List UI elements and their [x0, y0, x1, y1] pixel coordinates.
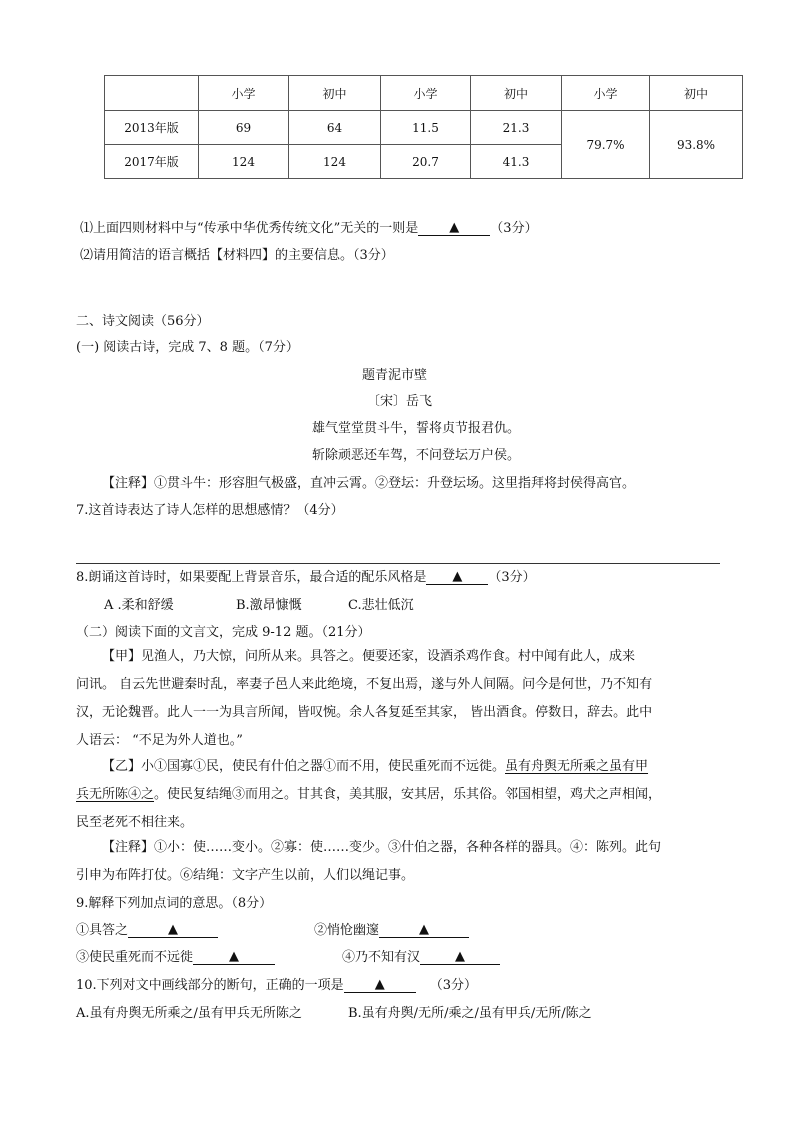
table-header-cell: 小学 — [562, 76, 650, 111]
q9-item: ④乃不知有汉 ▲ — [342, 946, 500, 965]
question-9: 9.解释下列加点词的意思。（8分） — [76, 896, 273, 911]
question-8: 8.朗诵这首诗时，如果要配上背景音乐，最合适的配乐风格是 ▲ （3分） — [76, 569, 536, 585]
answer-blank[interactable] — [426, 569, 488, 585]
passage-line: 【乙】小①国寡①民，使民有什伯之器①而不用，使民重死而不远徙。虽有舟舆无所乘之虽有甲 — [102, 759, 649, 774]
poem-title: 题青泥市壁 — [362, 368, 428, 383]
triangle-icon: ▲ — [168, 922, 179, 937]
underlined-text: 虽有舟舆无所乘之虽有甲 — [505, 759, 649, 774]
triangle-icon: ▲ — [455, 949, 466, 964]
answer-blank[interactable] — [344, 977, 416, 993]
passage-line: 人语云： “不足为外人道也。” — [76, 733, 243, 748]
passage-line: 民至老死不相往来。 — [76, 815, 194, 830]
q9-item: ①具答之 ▲ — [76, 919, 218, 938]
table-header-cell: 初中 — [289, 76, 381, 111]
answer-line[interactable] — [76, 563, 720, 564]
passage-line: 汉，无论魏晋。此人一一为具言所闻，皆叹惋。余人各复延至其家， 皆出酒食。停数日，辞去。此中 — [76, 705, 653, 720]
question-10: 10.下列对文中画线部分的断句，正确的一项是 ▲ （3分） — [76, 977, 477, 993]
option-c: C.悲壮低沉 — [348, 598, 414, 613]
answer-blank[interactable] — [420, 949, 500, 965]
note-line: 引申为布阵打仗。⑥结绳：文字产生以前，人们以绳记事。 — [76, 868, 415, 883]
table-cell: 11.5 — [381, 111, 471, 145]
poem-line: 雄气堂堂贯斗牛，誓将贞节报君仇。 — [312, 421, 521, 436]
q9-item: ②悄怆幽邃 ▲ — [314, 919, 469, 938]
passage-yi — [76, 753, 712, 837]
part-heading: （二）阅读下面的文言文，完成 9-12 题。（21分） — [76, 625, 371, 640]
table-cell: 124 — [199, 145, 289, 179]
triangle-icon: ▲ — [449, 220, 460, 235]
question-1: ⑴上面四则材料中与“传承中华优秀传统文化”无关的一则是 ▲ （3分） — [80, 220, 538, 236]
row-label: 2017年版 — [105, 145, 199, 179]
answer-blank[interactable] — [128, 922, 218, 938]
row-label: 2013年版 — [105, 111, 199, 145]
table-cell: 20.7 — [381, 145, 471, 179]
table-cell: 124 — [289, 145, 381, 179]
q9-item: ③使民重死而不远徙 ▲ — [76, 946, 275, 965]
triangle-icon: ▲ — [452, 569, 463, 584]
table-cell: 64 — [289, 111, 381, 145]
table-cell: 69 — [199, 111, 289, 145]
passage-jia — [76, 643, 712, 755]
table-cell: 41.3 — [471, 145, 562, 179]
answer-blank[interactable] — [418, 220, 490, 236]
note-line: 【注释】①小：使……变小。②寡：使……变少。③什伯之器，各种各样的器具。④：陈列。此句 — [102, 840, 662, 855]
triangle-icon: ▲ — [229, 949, 240, 964]
table-header-cell: 初中 — [650, 76, 743, 111]
answer-blank[interactable] — [379, 922, 469, 938]
question-2: ⑵请用简洁的语言概括【材料四】的主要信息。（3分） — [80, 248, 394, 263]
merged-cell: 79.7% — [562, 111, 650, 179]
table-cell: 21.3 — [471, 111, 562, 145]
option-a: A .柔和舒缓 — [104, 598, 174, 613]
table-header-empty — [105, 76, 199, 111]
passage-line: 问讯。 自云先世避秦时乱，率妻子邑人来此绝境，不复出焉，遂与外人间隔。问今是何世，乃不知有 — [76, 677, 653, 692]
option-b: B.虽有舟舆/无所/乘之/虽有甲兵/无所/陈之 — [348, 1006, 592, 1021]
option-b: B.激昂慷慨 — [236, 598, 302, 613]
part-heading: (一) 阅读古诗，完成 7、8 题。（7分） — [76, 340, 299, 355]
merged-cell: 93.8% — [650, 111, 743, 179]
table-header-cell: 初中 — [471, 76, 562, 111]
table-header-cell: 小学 — [381, 76, 471, 111]
poem-note: 【注释】①贯斗牛：形容胆气极盛，直冲云霄。②登坛：升登坛场。这里指拜将封侯得高官。 — [102, 476, 636, 491]
passage-note — [76, 834, 712, 890]
passage-line: 兵无所陈④之。使民复结绳③而用之。甘其食，美其服，安其居，乐其俗。邻国相望，鸡犬之声相闻， — [76, 787, 662, 802]
poem-line: 斩除顽恶还车驾，不问登坛万户侯。 — [312, 448, 521, 463]
table-row — [105, 111, 743, 145]
underlined-text: 兵无所陈④之 — [76, 787, 155, 802]
option-a: A.虽有舟舆无所乘之/虽有甲兵无所陈之 — [76, 1006, 302, 1021]
question-7: 7.这首诗表达了诗人怎样的思想感情？（4分） — [76, 503, 344, 518]
section-heading: 二、诗文阅读（56分） — [76, 314, 210, 329]
table-header-cell: 小学 — [199, 76, 289, 111]
statistics-table — [104, 75, 743, 179]
passage-line: 【甲】见渔人，乃大惊，问所从来。具答之。便要还家，设酒杀鸡作食。村中闻有此人，成来 — [102, 649, 636, 664]
triangle-icon: ▲ — [374, 977, 385, 992]
triangle-icon: ▲ — [419, 922, 430, 937]
poem-author: 〔宋〕岳飞 — [367, 394, 433, 409]
answer-blank[interactable] — [193, 949, 275, 965]
